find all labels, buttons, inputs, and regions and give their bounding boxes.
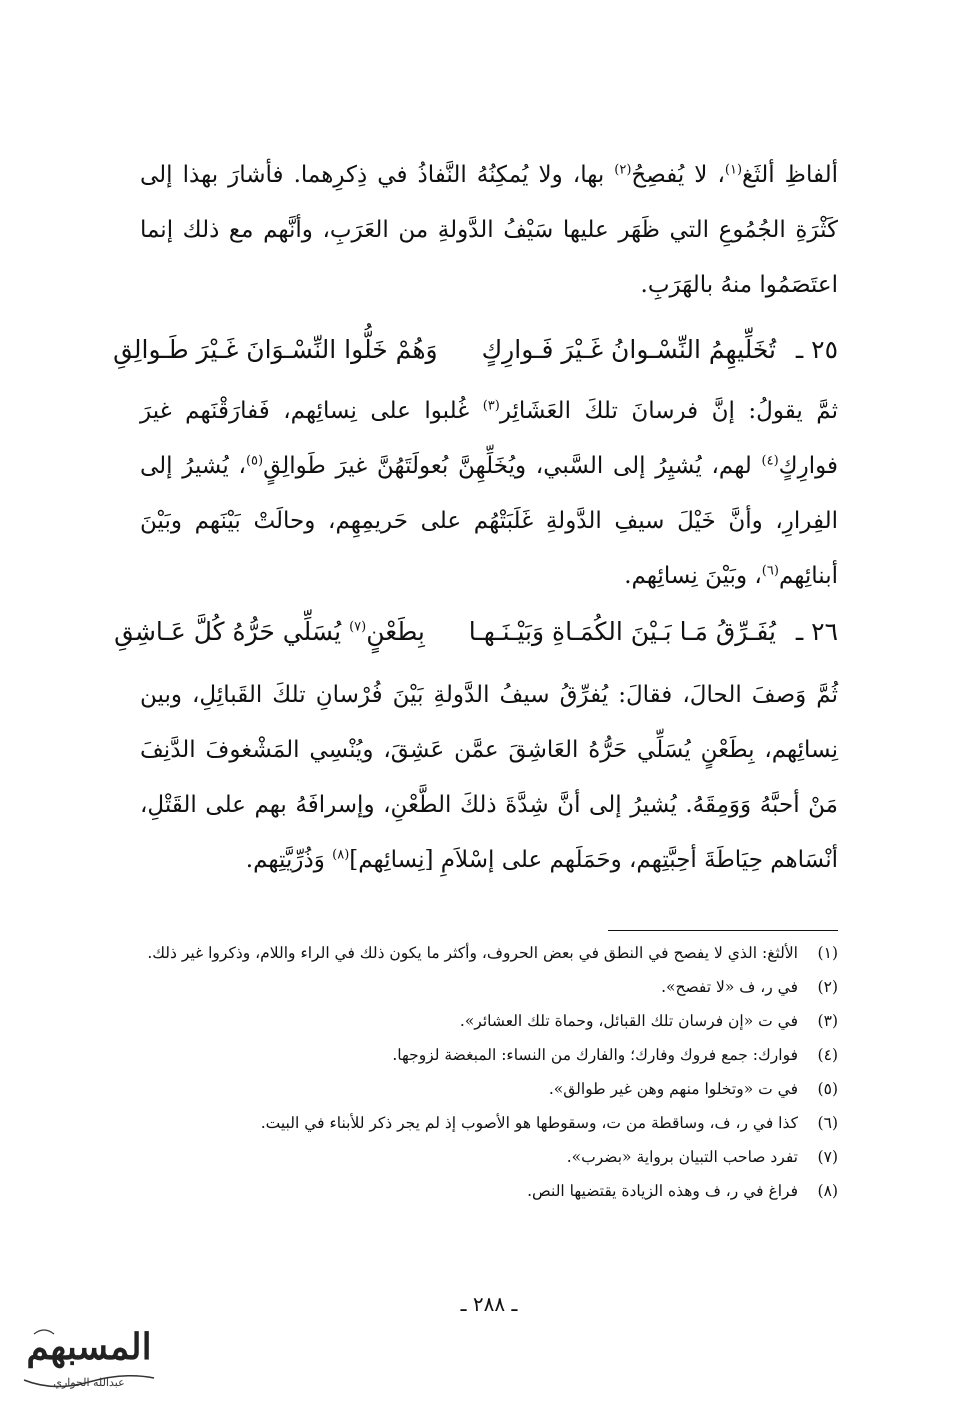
text-run: ، وبَيْنَ نِسائِهم. <box>624 563 762 589</box>
footnote-text: فوارك: جمع فروك وفارك؛ والفارك من النساء: المبغضة لزوجها. <box>392 1046 798 1064</box>
footnote-number: (٥) <box>817 1080 838 1098</box>
page-number: ـ ٢٨٨ ـ <box>460 1292 518 1316</box>
footnote-ref: (٥) <box>245 453 264 469</box>
text-run: بِطَعْنٍ <box>366 617 425 646</box>
verse-first-hemistich: يُفَـرِّقُ مَـا بَـيْنَ الكُمَـاةِ وَبَيْـنَـهـا <box>468 617 776 646</box>
paragraph-1-text <box>140 148 838 313</box>
verse-second-hemistich: وَهُمْ خَلُّوا النِّسْـوَانَ غَـيْرَ طَـوالِقِ <box>113 335 438 364</box>
verse-number: ٢٦ ـ <box>795 617 838 646</box>
footnote-item <box>140 1004 838 1038</box>
text-run: وَذُرِّيَّتِهم. <box>245 847 333 873</box>
footnote-ref: (٤) <box>761 453 779 469</box>
verse-26 <box>114 612 838 652</box>
footnote-number: (١) <box>817 944 838 962</box>
footnote-number: (٢) <box>817 978 838 996</box>
paragraph-3-text <box>140 668 838 888</box>
footnote-separator <box>608 930 838 931</box>
text-run: ، يُشيرُ إلى الفِرارِ، وأنَّ خَيْلَ سيفِ الدَّولةِ غَلَبَتْهُم على حَريمِهِم، وحالَتْ بَيْنَهم وبَيْنَ أبنائِهم <box>140 453 838 589</box>
footnote-ref: (٣) <box>482 398 500 414</box>
stamp-main-text: المسبهم <box>26 1326 152 1368</box>
verse-25 <box>113 330 838 370</box>
paragraph-2 <box>140 384 838 604</box>
verse-first-hemistich: تُخَلِّيهِمُ النِّسْـوانُ غَـيْرَ فَـوارِكٍ <box>481 335 776 364</box>
text-run: لهم، يُشيِرُ إلى السَّبي، ويُخَلِّهِنَّ بُعولَتَهُنَّ غيرَ طَوالِقٍ <box>263 453 762 479</box>
footnote-number: (٧) <box>817 1148 838 1166</box>
footnote-number: (٦) <box>817 1114 838 1132</box>
verse-second-hemistich <box>114 612 425 652</box>
paragraph-1 <box>140 148 838 313</box>
footnote-ref: (٢) <box>614 162 632 178</box>
footnote-item <box>140 1038 838 1072</box>
footnote-text: في ت «إن فرسان تلك القبائل، وحماة تلك العشائر». <box>459 1012 798 1030</box>
footnote-ref: (٧) <box>349 619 367 635</box>
footnote-ref: (٦) <box>761 563 779 579</box>
footnotes <box>140 936 838 1208</box>
footnote-text: الألثغ: الذي لا يفصح في النطق في بعض الحروف، وأكثر ما يكون ذلك في الراء واللام، وذكروا غير ذلك. <box>147 944 798 962</box>
footnote-text: فراغ في ر، ف وهذه الزيادة يقتضيها النص. <box>527 1182 798 1200</box>
text-run: يُسَلِّي حَرُّهُ كُلَّ عَـاشِقِ <box>114 617 350 646</box>
text-run: بها، ولا يُمكِنُهُ النَّفاذُ في ذِكرِهما. فأشارَ بهذا إلى كَثْرَةِ الجُمُوعِ التي ظَهَر عليها سَيْفُ الدَّولةِ من العَرَبِ، وأنَّهم مع ذلك إنما اعتَصَمُوا منهُ بالهَرَبِ. <box>140 162 838 298</box>
verse-number: ٢٥ ـ <box>795 335 838 364</box>
footnote-text: في ت «وتخلوا منهم وهن غير طوالق». <box>548 1080 798 1098</box>
paragraph-3 <box>140 668 838 888</box>
footnote-item <box>140 1072 838 1106</box>
footnote-item <box>140 1174 838 1208</box>
text-run: ثمَّ يقولُ: إنَّ فرسانَ تلكَ العَشَائِر <box>499 398 838 424</box>
footnote-ref: (١) <box>724 162 743 178</box>
text-run: ، لا يُفصِحُ <box>631 162 725 188</box>
text-run: غُلبوا على نِسائِهم، فَفارَقْنَهم غيرَ فوارِكٍ <box>140 398 838 479</box>
footnote-text: تفرد صاحب التبيان برواية «بضرب». <box>566 1148 798 1166</box>
library-stamp-logo <box>14 1322 164 1402</box>
footnote-text: كذا في ر، ف، وساقطة من ت، وسقوطها هو الأصوب إذ لم يجر ذكر للأبناء في البيت. <box>260 1114 798 1132</box>
footnote-number: (٨) <box>817 1182 838 1200</box>
footnote-number: (٤) <box>817 1046 838 1064</box>
stamp-sub-text: عبدالله الحواري <box>53 1376 125 1389</box>
footnote-item <box>140 1140 838 1174</box>
footnote-text: في ر، ف «لا تفصح». <box>661 978 798 996</box>
footnote-item <box>140 936 838 970</box>
footnote-number: (٣) <box>817 1012 838 1030</box>
paragraph-2-text <box>140 384 838 604</box>
footnote-item <box>140 1106 838 1140</box>
footnote-item <box>140 970 838 1004</box>
text-run: ألفاظِ ألثَغ <box>742 162 838 188</box>
text-run: ثُمَّ وَصفَ الحالَ، فقالَ: يُفرِّقُ سيفُ الدَّولةِ بَيْنَ فُرْسانِ تلكَ القَبائِلِ، وبين نِسائِهم، بِطَعْنٍ يُسَلِّي حَرُّهُ العَاشِقَ عمَّن عَشِقَ، ويُنْسِي المَشْغوفَ الدَّنِفَ مَنْ أحبَّهُ وَوَمِقَهُ. يُشيرُ إلى أنَّ شِدَّةَ ذلكَ الطَّعْنِ، وإسرافَهُ بهم على القَتْلِ، أنْسَاهم حِيَاطَةَ أحِبَّتِهم، وحَمَلَهم على إسْلاَمِ [نِسائِهم] <box>140 682 838 873</box>
footnote-ref: (٨) <box>332 847 350 863</box>
